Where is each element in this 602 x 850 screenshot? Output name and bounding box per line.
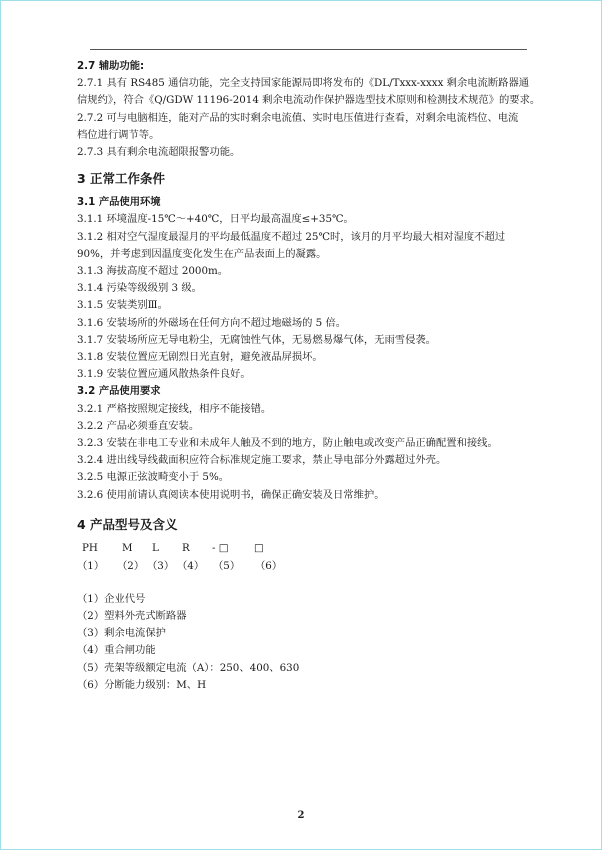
para-3-2-5: 3.2.5 电源正弦波畸变小于 5%。: [77, 471, 230, 484]
model-index: （6）: [255, 559, 283, 572]
para-3-1-1: 3.1.1 环境温度-15℃～+40℃，日平均最高温度≤+35℃。: [77, 213, 354, 226]
section-3-2-heading: 3.2 产品使用要求: [77, 385, 161, 398]
model-index-row: [77, 558, 532, 575]
page-number: 2: [297, 810, 305, 821]
para-3-1-4: 3.1.4 污染等级级别 3 级。: [77, 282, 202, 295]
para-3-2-1: 3.2.1 严格按照规定接线，相序不能接错。: [77, 402, 272, 415]
para-2-7-2-line-2: 档位进行调节等。: [77, 128, 160, 141]
model-code: L: [152, 541, 159, 554]
model-meaning-item: （1）企业代号: [77, 592, 146, 605]
para-3-1-2-line-2: 90%，并考虑到因温度变化发生在产品表面上的凝露。: [77, 247, 327, 260]
para-3-1-2-line-1: 3.1.2 相对空气湿度最湿月的平均最低温度不超过 25℃时，该月的月平均最大相对湿度不超过: [77, 230, 506, 243]
model-code-row: [77, 540, 532, 557]
model-code: □: [254, 541, 264, 554]
model-code: PH: [82, 541, 98, 554]
model-meaning-item: （2）塑料外壳式断路器: [77, 610, 187, 623]
model-index: （1）: [77, 559, 105, 572]
model-meaning-item: （3）剩余电流保护: [77, 627, 166, 640]
model-meaning-item: （6）分断能力级别：M、H: [77, 678, 207, 691]
para-3-1-9: 3.1.9 安装位置应通风散热条件良好。: [77, 368, 251, 381]
header-rule: [90, 49, 527, 50]
para-3-1-7: 3.1.7 安装场所应无导电粉尘，无腐蚀性气体，无易燃易爆气体，无雨雪侵袭。: [77, 333, 436, 346]
model-index: （3）: [147, 559, 175, 572]
para-3-2-4: 3.2.4 进出线导线截面积应符合标准规定施工要求，禁止导电部分外露超过外壳。: [77, 454, 447, 467]
model-code: - □: [212, 541, 229, 554]
model-meaning-item: （4）重合闸功能: [77, 644, 156, 657]
para-2-7-1-line-1: 2.7.1 具有 RS485 通信功能，完全支持国家能源局即将发布的《DL/Txxx-xxxx 剩余电流断路器通: [77, 77, 530, 90]
para-3-1-8: 3.1.8 安装位置应无剧烈日光直射，避免液晶屏损坏。: [77, 351, 323, 364]
para-2-7-2-line-1: 2.7.2 可与电脑相连，能对产品的实时剩余电流值、实时电压值进行查看，对剩余电流档位、电流: [77, 111, 519, 124]
section-3-heading: 3 正常工作条件: [77, 171, 166, 187]
model-index: （4）: [177, 559, 205, 572]
para-3-1-3: 3.1.3 海拔高度不超过 2000m。: [77, 265, 229, 278]
model-code: R: [182, 541, 190, 554]
para-3-2-3: 3.2.3 安装在非电工专业和未成年人触及不到的地方，防止触电或改变产品正确配置和接线。: [77, 437, 498, 450]
section-4-heading: 4 产品型号及含义: [77, 516, 178, 532]
model-meaning-item: （5）壳架等级额定电流（A）：250、400、630: [77, 661, 300, 674]
para-3-1-5: 3.1.5 安装类别Ⅲ。: [77, 299, 168, 312]
document-body: [77, 58, 541, 694]
section-2-7-heading: 2.7 辅助功能:: [77, 60, 145, 72]
model-code: M: [122, 541, 133, 554]
para-3-1-6: 3.1.6 安装场所的外磁场在任何方向不超过地磁场的 5 倍。: [77, 316, 347, 329]
para-3-2-2: 3.2.2 产品必须垂直安装。: [77, 419, 200, 432]
para-3-2-6: 3.2.6 使用前请认真阅读本使用说明书，确保正确安装及日常维护。: [77, 488, 385, 501]
model-index: （2）: [117, 559, 145, 572]
para-2-7-1-line-2: 信规约》，符合《Q/GDW 11196-2014 剩余电流动作保护器选型技术原则和检测技术规范》的要求。: [77, 94, 541, 107]
model-index: （5）: [213, 559, 241, 572]
para-2-7-3: 2.7.3 具有剩余电流超限报警功能。: [77, 146, 241, 159]
section-3-1-heading: 3.1 产品使用环境: [77, 196, 161, 209]
